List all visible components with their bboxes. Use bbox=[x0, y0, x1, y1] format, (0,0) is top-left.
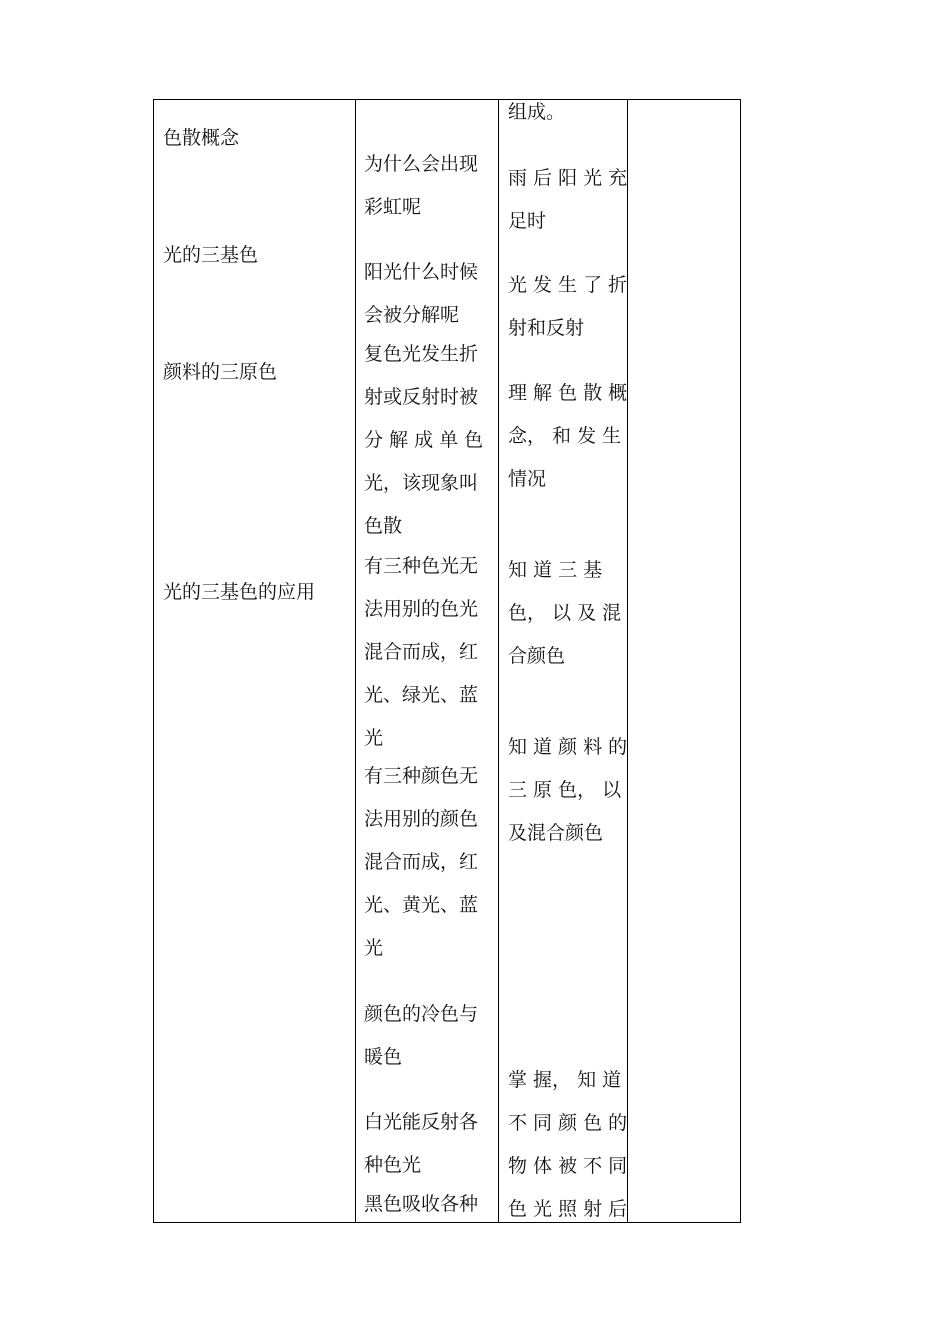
objective-line: 知 道 三 基 bbox=[508, 559, 603, 581]
objective-line: 三 原 色， 以 bbox=[508, 779, 622, 801]
objective-line: 射和反射 bbox=[508, 317, 585, 339]
content-line: 有三种色光无 bbox=[364, 555, 479, 577]
objective-line: 知 道 颜 料 的 bbox=[508, 736, 628, 758]
objective-line: 足时 bbox=[508, 210, 547, 232]
objective-line: 不 同 颜 色 的 bbox=[508, 1112, 628, 1134]
objective-line: 情况 bbox=[508, 468, 547, 490]
column-divider bbox=[355, 100, 356, 1222]
content-line: 阳光什么时候 bbox=[364, 261, 479, 283]
content-line: 种色光 bbox=[364, 1154, 422, 1176]
content-line: 光、黄光、蓝 bbox=[364, 894, 479, 916]
content-line: 黑色吸收各种 bbox=[364, 1193, 479, 1215]
content-line: 光、绿光、蓝 bbox=[364, 684, 479, 706]
content-line: 为什么会出现 bbox=[364, 153, 479, 175]
content-line: 混合而成，红 bbox=[364, 851, 479, 873]
content-line: 射或反射时被 bbox=[364, 386, 479, 408]
objective-line: 光 发 生 了 折 bbox=[508, 274, 628, 296]
objective-line: 及混合颜色 bbox=[508, 822, 604, 844]
content-line: 光 bbox=[364, 727, 384, 749]
topic-label: 光的三基色的应用 bbox=[163, 581, 316, 603]
objective-line: 合颜色 bbox=[508, 645, 566, 667]
content-line: 法用别的颜色 bbox=[364, 808, 479, 830]
objective-line: 色 光 照 射 后 bbox=[508, 1198, 628, 1220]
topic-label: 颜料的三原色 bbox=[163, 361, 278, 383]
topic-label: 光的三基色 bbox=[163, 244, 259, 266]
content-line: 暖色 bbox=[364, 1046, 403, 1068]
objective-line: 掌 握， 知 道 bbox=[508, 1069, 622, 1091]
objective-line: 色， 以 及 混 bbox=[508, 602, 622, 624]
objective-line: 组成。 bbox=[508, 101, 566, 123]
content-line: 彩虹呢 bbox=[364, 196, 422, 218]
content-line: 白光能反射各 bbox=[364, 1111, 479, 1133]
content-line: 光 bbox=[364, 937, 384, 959]
content-line: 光，该现象叫 bbox=[364, 472, 479, 494]
content-line: 颜色的冷色与 bbox=[364, 1003, 479, 1025]
content-line: 会被分解呢 bbox=[364, 304, 460, 326]
topic-label: 色散概念 bbox=[163, 127, 240, 149]
objective-line: 理 解 色 散 概 bbox=[508, 382, 628, 404]
content-line: 分 解 成 单 色 bbox=[364, 429, 484, 451]
objective-line: 雨 后 阳 光 充 bbox=[508, 167, 628, 189]
content-line: 法用别的色光 bbox=[364, 598, 479, 620]
objective-line: 念， 和 发 生 bbox=[508, 425, 622, 447]
column-divider bbox=[498, 100, 499, 1222]
content-line: 色散 bbox=[364, 515, 403, 537]
objective-line: 物 体 被 不 同 bbox=[508, 1155, 628, 1177]
content-line: 有三种颜色无 bbox=[364, 765, 479, 787]
content-line: 混合而成，红 bbox=[364, 641, 479, 663]
content-line: 复色光发生折 bbox=[364, 343, 479, 365]
